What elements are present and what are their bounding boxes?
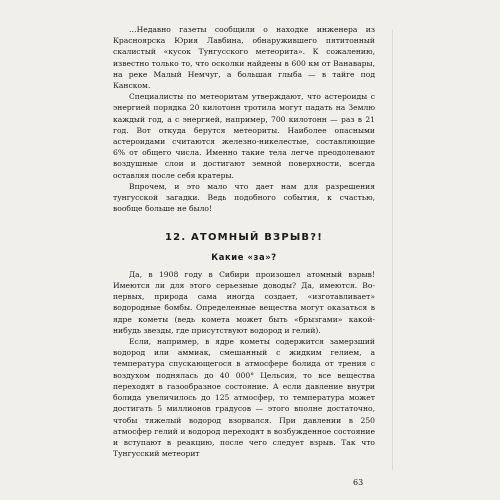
paragraph-atomic-explosion: Да, в 1908 году в Сибири произошел атомный взрыв! Имеются ли для этого серьезные доводы? Да, имеются. Во-первых, природа сама иногда создает, «изготавливает» водородные бомбы. Определенные вещества могут оказаться в ядре кометы (ведь комета может быть «брызгами» какой-нибудь звезды, где присутствуют водород и гелий).: [113, 269, 375, 335]
section-heading: Какие «за»?: [211, 251, 277, 262]
paragraph-finding: …Недавно газеты сообщили о находке инженера из Красноярска Юрия Лавбина, обнаружившего пятитонный скалистый «кусок Тунгусского метеорита». К сожалению, известно только то, что осколки найдены в 600 км от Ванавары, на реке Малый Немчуг, а большая глыба — в тайге под Канском.: [113, 25, 375, 91]
paragraph-meteorite-specialists: Специалисты по метеоритам утверждают, что астероиды с энергией порядка 20 килотонн тротила могут падать на Землю каждый год, а с энергией, например, 700 килотонн — раз в 21 год. Вот откуда берутся метеориты. Наиболее опасными астероидами считаются железно-никелестые, составляющие 6% от общего числа. Именно такие тела легче преодолевают воздушные слои и достигают земной поверхности, всегда оставляя после себя кратеры.: [113, 92, 375, 180]
chapter-heading: 12. АТОМНЫЙ ВЗРЫВ?!: [165, 232, 323, 244]
page-fold-line: [392, 30, 393, 470]
page-number: 63: [353, 478, 364, 487]
paragraph-tunguska-mystery: Впрочем, и это мало что дает нам для разрешения тунгусской загадки. Ведь подобного события, к счастью, вообще больше не было!: [113, 181, 375, 214]
text-column: [113, 24, 375, 459]
paragraph-comet-nucleus: Если, например, в ядре кометы содержится замерзший водород или аммиак, смешанный с жидким гелием, а температура спускающегося в атмосфере болида от трения с воздухом поднялась до 40 000° Цельсия, то все вещества переходят в газообразное состояние. А если давление внутри болида увеличилось до 125 атмосфер, то температура может достигать 5 миллионов градусов — этого вполне достаточно, чтобы тяжелый водород взорвался. При давлении в 250 атмосфер гелий и водород переходят в возбужденное состояние и вступают в реакцию, после чего следует взрыв. Так что Тунгусский метеорит: [113, 337, 375, 459]
